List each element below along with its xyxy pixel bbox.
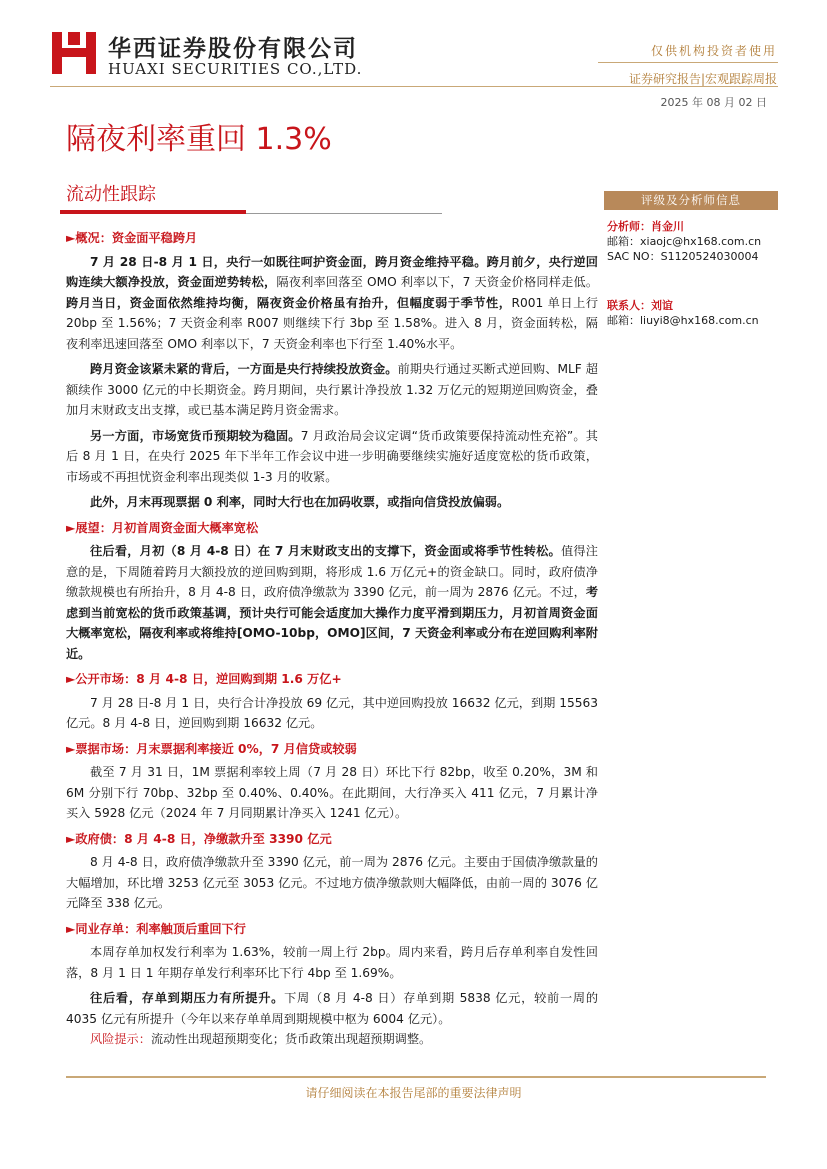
contact-name: 联系人：刘谊 — [607, 299, 673, 312]
contact-email[interactable]: 邮箱：liuyi8@hx168.com.cn — [607, 314, 759, 327]
analyst-email[interactable]: 邮箱：xiaojc@hx168.com.cn — [607, 235, 762, 248]
heading-outlook: ►展望：月初首周资金面大概率宽松 — [66, 520, 259, 535]
footer-divider — [66, 1076, 766, 1078]
audience-notice: 仅供机构投资者使用 — [650, 44, 777, 58]
section-underline — [246, 213, 442, 214]
heading-overview: ►概况：资金面平稳跨月 — [66, 231, 198, 245]
report-date: 2025 年 08 月 02 日 — [660, 96, 767, 109]
paragraph-liquidity-supply: 跨月资金该紧未紧的背后，一方面是央行持续投放资金。前期央行通过买断式逆回购、MLF 超额续作 3000 亿元的中长期资金。跨月期间，央行累计净投放 1.32 万亿元的短期逆回购资金，叠加月末财政支出支撑，或已基本满足跨月资金需求。 — [66, 362, 598, 417]
header-divider-short — [598, 62, 778, 63]
paragraph-bill-rate: 此外，月末再现票据 0 利率，同时大行也在加码收票，或指向信贷投放偏弱。 — [90, 495, 510, 509]
paragraph-ncd-rate: 本周存单加权发行利率为 1.63%，较前一周上行 2bp。周内来看，跨月后存单利率自发性回落，8 月 1 日 1 年期存单发行利率环比下行 4bp 至 1.69%。 — [66, 945, 598, 980]
section-underline-accent — [60, 210, 246, 214]
paragraph-ncd-maturity: 往后看，存单到期压力有所提升。下周（8 月 4-8 日）存单到期 5838 亿元，较前一周的 4035 亿元有所提升（今年以来存单单周到期规模中枢为 6004 亿元）。 — [66, 991, 599, 1026]
risk-warning: 风险提示：流动性出现超预期变化；货币政策出现超预期调整。 — [90, 1032, 432, 1046]
heading-ncd: ►同业存单：利率触顶后重回下行 — [66, 921, 246, 936]
company-logo-icon — [50, 30, 98, 76]
report-type: 证券研究报告|宏观跟踪周报 — [628, 72, 777, 86]
analyst-name: 分析师：肖金川 — [607, 220, 684, 233]
header-divider — [50, 86, 778, 87]
paragraph-government-bonds: 8 月 4-8 日，政府债净缴款升至 3390 亿元，前一周为 2876 亿元。主要由于国债净缴款量的大幅增加，环比增 3253 亿元至 3053 亿元。不过地方债净缴款则大幅降低，由前一周的 3076 亿元降至 338 亿元。 — [66, 855, 598, 910]
paragraph-outlook: 往后看，月初（8 月 4-8 日）在 7 月末财政支出的支撑下，资金面或将季节性转松。值得注意的是，下周随着跨月大额投放的逆回购到期，将形成 1.6 万亿元+的资金缺口。同时，政府债净缴款规模也有所抬升，8 月 4-8 日，政府债净缴款为 3390 亿元，前一周为 2876 亿元。不过，考虑到当前宽松的货币政策基调，预计央行可能会适度加大操作力度平滑到期压力，月初首周资金面大概率宽松，隔夜利率或将维持[OMO-10bp，OMO]区间，7 天资金利率或分布在逆回购利率附近。 — [66, 544, 598, 661]
heading-open-market: ►公开市场：8 月 4-8 日，逆回购到期 1.6 万亿+ — [66, 672, 342, 686]
paragraph-overview: 7 月 28 日-8 月 1 日，央行一如既往呵护资金面，跨月资金维持平稳。跨月前夕，央行逆回购连续大额净投放，资金面逆势转松，隔夜利率回落至 OMO 利率以下，7 天资金价格同样走低。跨月当日，资金面依然维持均衡，隔夜资金价格虽有抬升，但幅度弱于季节性，R001 单日上行 20bp 至 1.56%；7 天资金利率 R007 则继续下行 3bp 至 1.58%。进入 8 月，资金面转松，隔夜利率迅速回落至 OMO 利率以下，7 天资金利率也下行至 1.40%水平。 — [66, 254, 599, 351]
paragraph-open-market: 7 月 28 日-8 月 1 日，央行合计净投放 69 亿元，其中逆回购投放 16632 亿元，到期 15563 亿元。8 月 4-8 日，逆回购到期 16632 亿元。 — [66, 695, 598, 730]
paragraph-bill-market: 截至 7 月 31 日，1M 票据利率较上周（7 月 28 日）环比下行 82bp，收至 0.20%，3M 和 6M 分别下行 70bp、32bp 至 0.40%、0.40%。在此期间，大行净买入 411 亿元，7 月累计净买入 5928 亿元（2024 年 7 月同期累计净买入 1241 亿元）。 — [66, 765, 598, 820]
company-name-cn: 华西证券股份有限公司 — [108, 35, 358, 62]
paragraph-policy-expectation: 另一方面，市场宽货币预期较为稳固。7 月政治局会议定调“货币政策要保持流动性充裕”。其后 8 月 1 日，在央行 2025 年下半年工作会议中进一步明确要继续实施好适度宽松的货币政策，市场或不再担忧资金利率出现类似 1-3 月的收紧。 — [66, 428, 598, 484]
analyst-sac-number: SAC NO：S1120524030004 — [607, 250, 759, 263]
heading-bill-market: ►票据市场：月末票据利率接近 0%，7 月信贷或较弱 — [66, 741, 357, 756]
legal-disclaimer-notice: 请仔细阅读在本报告尾部的重要法律声明 — [305, 1086, 522, 1100]
report-body — [66, 228, 598, 1050]
heading-government-bonds: ►政府债：8 月 4-8 日，净缴款升至 3390 亿元 — [66, 831, 332, 846]
page-title: 隔夜利率重回 1.3% — [66, 122, 332, 157]
analyst-info-header: 评级及分析师信息 — [604, 191, 778, 210]
company-name-en: HUAXI SECURITIES CO.,LTD. — [108, 60, 363, 78]
section-title: 流动性跟踪 — [66, 184, 156, 205]
